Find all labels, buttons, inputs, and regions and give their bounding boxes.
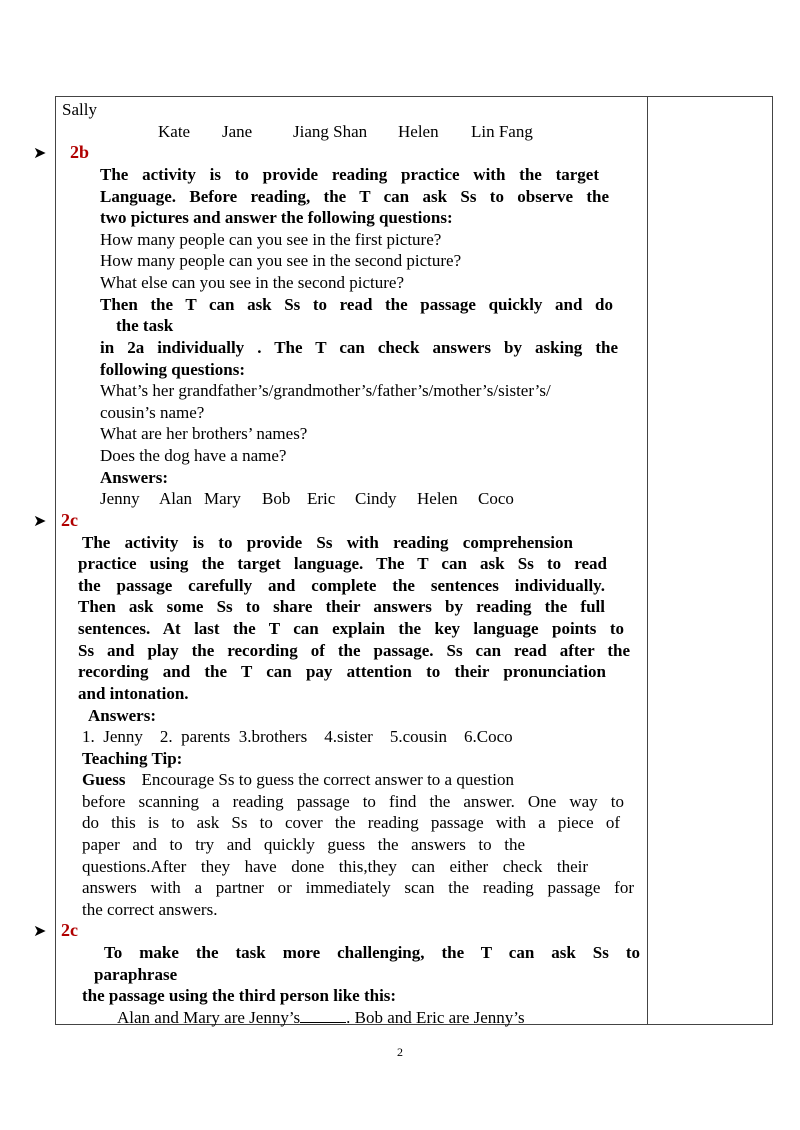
section-heading-2c: 2c: [61, 510, 78, 530]
tip-keyword: Guess: [82, 770, 126, 789]
answer-item: Bob: [262, 489, 291, 508]
name-item: Jiang Shan: [293, 122, 368, 141]
text-line: two pictures and answer the following questions:: [100, 208, 453, 227]
table-column-divider: [647, 96, 648, 1025]
name-item: Kate: [158, 122, 191, 141]
tip-line: before scanning a reading passage to find the answer. One way to: [82, 792, 624, 811]
question-line: Does the dog have a name?: [100, 446, 287, 465]
text-line: Ss and play the recording of the passage. Ss can read after the: [78, 641, 630, 660]
name-sally: Sally: [62, 100, 97, 119]
tip-line: do this is to ask Ss to cover the reading passage with a piece of: [82, 813, 620, 832]
answer-item: Alan: [159, 489, 193, 508]
tip-line: questions.After they have done this,they can either check their: [82, 857, 588, 876]
fill-in-blank: [300, 1007, 346, 1023]
question-line: How many people can you see in the first picture?: [100, 230, 442, 249]
answers-label: Answers:: [100, 468, 168, 487]
fill-in-pre: Alan and Mary are Jenny’s: [117, 1008, 301, 1027]
bullet-arrow-icon: ➤: [33, 143, 47, 162]
tip-line: paper and to try and quickly guess the answers to the: [82, 835, 525, 854]
text-line: the passage carefully and complete the sentences individually.: [78, 576, 605, 595]
text-line: To make the task more challenging, the T can ask Ss to: [104, 943, 640, 962]
section-heading-2c-second: 2c: [61, 920, 78, 940]
text-line: paraphrase: [94, 965, 178, 984]
answers-line: 1. Jenny 2. parents 3.brothers 4.sister 5.cousin 6.Coco: [82, 727, 513, 746]
question-line: How many people can you see in the second picture?: [100, 251, 462, 270]
question-line: What are her brothers’ names?: [100, 424, 308, 443]
answer-item: Cindy: [355, 489, 397, 508]
answer-item: Coco: [478, 489, 514, 508]
answer-item: Eric: [307, 489, 336, 508]
fill-in-line: [117, 1007, 525, 1028]
bullet-arrow-icon: ➤: [33, 921, 47, 940]
text-line: sentences. At last the T can explain the key language points to: [78, 619, 624, 638]
text-line: Language. Before reading, the T can ask Ss to observe the: [100, 187, 609, 206]
bullet-arrow-icon: ➤: [33, 511, 47, 530]
page-number: 2: [397, 1045, 403, 1059]
tip-text: Encourage Ss to guess the correct answer to a question: [141, 770, 514, 789]
text-line: in 2a individually . The T can check answers by asking the: [100, 338, 618, 357]
names-row: [158, 121, 533, 142]
name-item: Jane: [222, 122, 253, 141]
text-line: Then the T can ask Ss to read the passage quickly and do: [100, 295, 613, 314]
text-line: recording and the T can pay attention to their pronunciation: [78, 662, 606, 681]
answer-item: Mary: [204, 489, 241, 508]
text-line: following questions:: [100, 360, 245, 379]
tip-line-first: [82, 769, 514, 790]
answers-label: Answers:: [88, 706, 156, 725]
fill-in-post: . Bob and Eric are Jenny’s: [346, 1008, 525, 1027]
text-line: Then ask some Ss to share their answers by reading the full: [78, 597, 605, 616]
teaching-tip-label: Teaching Tip:: [82, 749, 183, 768]
name-item: Lin Fang: [471, 122, 533, 141]
name-item: Helen: [398, 122, 439, 141]
tip-line: the correct answers.: [82, 900, 218, 919]
text-line: practice using the target language. The T can ask Ss to read: [78, 554, 607, 573]
section-heading-2b: 2b: [70, 142, 90, 162]
answer-item: Helen: [417, 489, 458, 508]
text-line: The activity is to provide Ss with reading comprehension: [82, 533, 573, 552]
question-line: cousin’s name?: [100, 403, 205, 422]
answers-row: [100, 488, 514, 509]
answer-item: Jenny: [100, 489, 140, 508]
question-line: What’s her grandfather’s/grandmother’s/father’s/mother’s/sister’s/: [100, 381, 551, 400]
text-line: and intonation.: [78, 684, 189, 703]
text-line: the task: [116, 316, 174, 335]
tip-line: answers with a partner or immediately scan the reading passage for: [82, 878, 634, 897]
text-line: The activity is to provide reading practice with the target: [100, 165, 599, 184]
text-line: the passage using the third person like this:: [82, 986, 397, 1005]
question-line: What else can you see in the second picture?: [100, 273, 404, 292]
